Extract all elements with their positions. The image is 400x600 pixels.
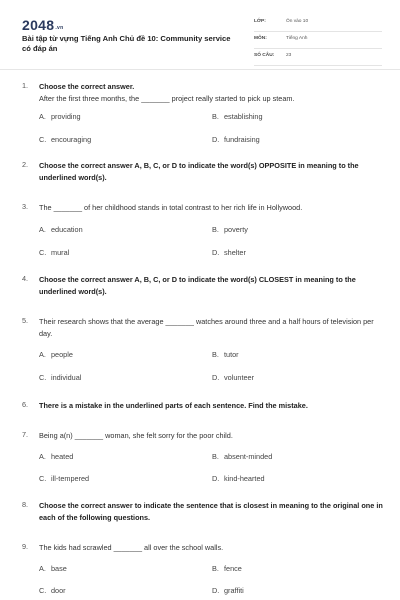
question-number: 6.: [22, 400, 29, 409]
question-number: 7.: [22, 430, 29, 439]
option-d[interactable]: D. shelter: [212, 248, 246, 257]
option-a[interactable]: A. people: [39, 350, 73, 359]
document-title: Bài tập từ vựng Tiếng Anh Chủ đề 10: Community service có đáp án: [22, 34, 231, 53]
option-b[interactable]: B. poverty: [212, 225, 248, 234]
meta-row-subject: [254, 33, 382, 49]
option-c[interactable]: C. ill-tempered: [39, 474, 90, 483]
option-a[interactable]: A. base: [39, 564, 67, 573]
question-text: After the first three months, the _______ project really started to pick up steam.: [39, 94, 295, 103]
question-text: Choose the correct answer A, B, C, or D to indicate the word(s) CLOSEST in meaning to the underlined word(s).: [39, 275, 356, 296]
meta-row-class: [254, 16, 382, 32]
option-a[interactable]: A. heated: [39, 452, 74, 461]
meta-value: 23: [286, 53, 292, 58]
meta-value: Tiếng Anh: [286, 36, 308, 41]
question-text: Choose the correct answer A, B, C, or D to indicate the word(s) OPPOSITE in meaning to the underlined word(s).: [39, 161, 359, 182]
option-c[interactable]: C. individual: [39, 373, 82, 382]
site-logo[interactable]: 2048.vn: [22, 17, 64, 33]
page-header: [22, 14, 382, 74]
option-d[interactable]: D. graffiti: [212, 586, 244, 595]
question-number: 5.: [22, 316, 29, 325]
meta-row-question-count: [254, 50, 382, 66]
option-d[interactable]: D. fundraising: [212, 135, 260, 144]
meta-key: MÔN:: [254, 36, 267, 41]
question-text: There is a mistake in the underlined parts of each sentence. Find the mistake.: [39, 401, 308, 410]
option-c[interactable]: C. encouraging: [39, 135, 92, 144]
meta-key: SỐ CÂU:: [254, 53, 275, 58]
option-a[interactable]: A. education: [39, 225, 83, 234]
question-number: 4.: [22, 274, 29, 283]
option-a[interactable]: A. providing: [39, 112, 81, 121]
option-d[interactable]: D. kind-hearted: [212, 474, 265, 483]
meta-value: Ôn vào 10: [286, 19, 309, 24]
question-number: 1.: [22, 81, 29, 90]
option-b[interactable]: B. fence: [212, 564, 242, 573]
question-text: Their research shows that the average _______ watches around three and a half hours of television per day.: [39, 317, 374, 338]
question-number: 9.: [22, 542, 29, 551]
question-number: 8.: [22, 500, 29, 509]
question-text: Being a(n) _______ woman, she felt sorry for the poor child.: [39, 431, 233, 440]
header-divider: [0, 69, 400, 70]
question-number: 3.: [22, 202, 29, 211]
option-b[interactable]: B. establishing: [212, 112, 263, 121]
option-c[interactable]: C. door: [39, 586, 66, 595]
question-text: The _______ of her childhood stands in total contrast to her rich life in Hollywood.: [39, 203, 303, 212]
question-number: 2.: [22, 160, 29, 169]
meta-key: LỚP:: [254, 19, 266, 24]
option-d[interactable]: D. volunteer: [212, 373, 255, 382]
question-instruction: Choose the correct answer.: [39, 82, 135, 91]
question-text: Choose the correct answer to indicate the sentence that is closest in meaning to the original one in each of the following questions.: [39, 501, 383, 522]
question-text: The kids had scrawled _______ all over the school walls.: [39, 543, 224, 552]
document-meta: [254, 16, 382, 67]
option-b[interactable]: B. tutor: [212, 350, 239, 359]
option-b[interactable]: B. absent-minded: [212, 452, 273, 461]
option-c[interactable]: C. mural: [39, 248, 70, 257]
